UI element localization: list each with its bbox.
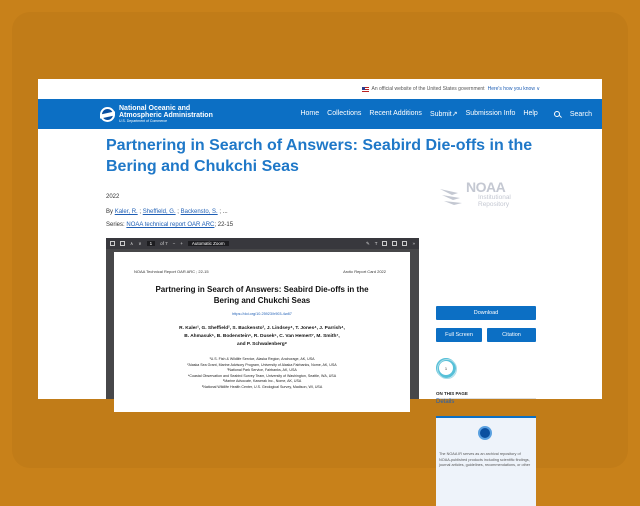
pdf-page <box>114 252 410 412</box>
main-nav <box>292 110 592 118</box>
noaa-ir-logo: NOAA Institutional Repository <box>436 179 532 215</box>
pdf-viewer[interactable] <box>106 238 419 399</box>
browser-page <box>38 79 602 467</box>
page-header-right: Arctic Report Card 2022 <box>343 269 386 274</box>
on-this-page-heading: ON THIS PAGE <box>436 391 536 399</box>
author-link[interactable]: Kaler, R. <box>114 209 138 215</box>
us-flag-icon <box>362 87 369 92</box>
repository-info-box <box>436 416 536 506</box>
more-tools-icon[interactable]: » <box>412 241 415 246</box>
nav-submit[interactable]: Submit↗ <box>429 111 458 118</box>
full-screen-button[interactable]: Full Screen <box>436 328 482 342</box>
record-year: 2022 <box>106 194 120 200</box>
gov-banner <box>38 79 602 99</box>
nav-help[interactable]: Help <box>523 110 538 117</box>
series-link[interactable]: NOAA technical report OAR ARC <box>126 222 215 228</box>
heres-how-you-know-link[interactable]: Here's how you know ∨ <box>487 86 540 92</box>
author-link[interactable]: Backensto, S. <box>180 209 218 215</box>
nav-collections[interactable]: Collections <box>327 110 362 117</box>
record-title: Partnering in Search of Answers: Seabird Die-offs in the Bering and Chukchi Seas <box>106 137 533 175</box>
noaa-emblem-icon <box>478 426 492 440</box>
zoom-select[interactable]: Automatic Zoom <box>188 241 229 246</box>
zoom-out-icon[interactable]: − <box>172 241 176 246</box>
print-icon[interactable] <box>392 241 397 246</box>
next-page-icon[interactable]: ∨ <box>138 240 142 246</box>
text-icon[interactable]: T <box>374 241 378 246</box>
sidebar-toggle-icon[interactable] <box>110 241 115 246</box>
noaa-logo-icon[interactable] <box>100 107 115 122</box>
repository-info-text: The NOAA IR serves as an archival repository of NOAA-published products including scientific findings, journal articles, guidelines, recommendations, or other <box>439 452 531 467</box>
nav-submission-info[interactable]: Submission Info <box>465 110 516 117</box>
site-header <box>38 99 602 129</box>
nav-search[interactable]: Search <box>546 110 592 118</box>
page-authors: R. Kaler¹, G. Sheffield², S. Backensto³, J. Lindsey⁴, T. Jones⁴, J. Parrish⁴, B. Ahmasuk⁵, B. Bodenstein⁶, R. Dusek⁶, C. Van Hemert⁷, M. Smith⁷, and P. Schwalenberg⁸ <box>179 326 345 347</box>
authors-more[interactable]: ; ... <box>219 209 228 215</box>
find-icon[interactable] <box>120 241 125 246</box>
draw-icon[interactable]: ✎ <box>365 240 370 246</box>
search-icon <box>554 111 560 117</box>
noaa-bird-icon <box>438 181 468 211</box>
nav-recent-additions[interactable]: Recent Additions <box>369 110 422 117</box>
save-icon[interactable] <box>402 241 407 246</box>
citation-button[interactable]: Citation <box>487 328 536 342</box>
page-total: of 7 <box>160 241 168 246</box>
author-link[interactable]: Sheffield, G. <box>142 209 176 215</box>
page-title: Partnering in Search of Answers: Seabird Die-offs in the Bering and Chukchi Seas <box>155 285 369 305</box>
nav-home[interactable]: Home <box>300 110 320 117</box>
record-series: Series: NOAA technical report OAR ARC; 22-15 <box>106 222 234 228</box>
altmetric-badge[interactable]: 1 <box>436 358 456 378</box>
prev-page-icon[interactable]: ∧ <box>130 240 134 246</box>
doi-link[interactable]: https://doi.org/10.25923/h903-4w87 <box>232 312 292 316</box>
gov-banner-text: An official website of the United States government <box>371 86 485 92</box>
page-affiliations: ¹U.S. Fish & Wildlife Service, Alaska Region, Anchorage, AK, USA ²Alaska Sea Grant, Marine Advisory Program, University of Alaska Fairbanks, Nome, AK, USA ³National Park Service, Fairbanks, AK, USA ⁴Coastal Observation and Seabird Survey Team, University of Washington, Seattle, WA, USA ⁵Marine Advocate, Kawerak Inc., Nome, AK, USA ⁶National Wildlife Health Center, U.S. Geological Survey, Madison, WI, USA <box>187 357 337 389</box>
record-authors: By Kaler, R. ; Sheffield, G. ; Backensto, S. ; ... <box>106 209 228 215</box>
image-icon[interactable] <box>382 241 387 246</box>
zoom-in-icon[interactable]: + <box>180 241 183 246</box>
download-button[interactable]: Download <box>436 306 536 320</box>
page-header-left: NOAA Technical Report OAR ARC ; 22-15 <box>134 269 209 274</box>
noaa-logo-text[interactable]: National Oceanic and Atmospheric Administration U.S. Department of Commerce <box>119 104 213 123</box>
pdf-toolbar <box>106 238 419 249</box>
details-link[interactable]: Details <box>436 399 455 405</box>
page-number-input[interactable]: 1 <box>147 241 156 246</box>
